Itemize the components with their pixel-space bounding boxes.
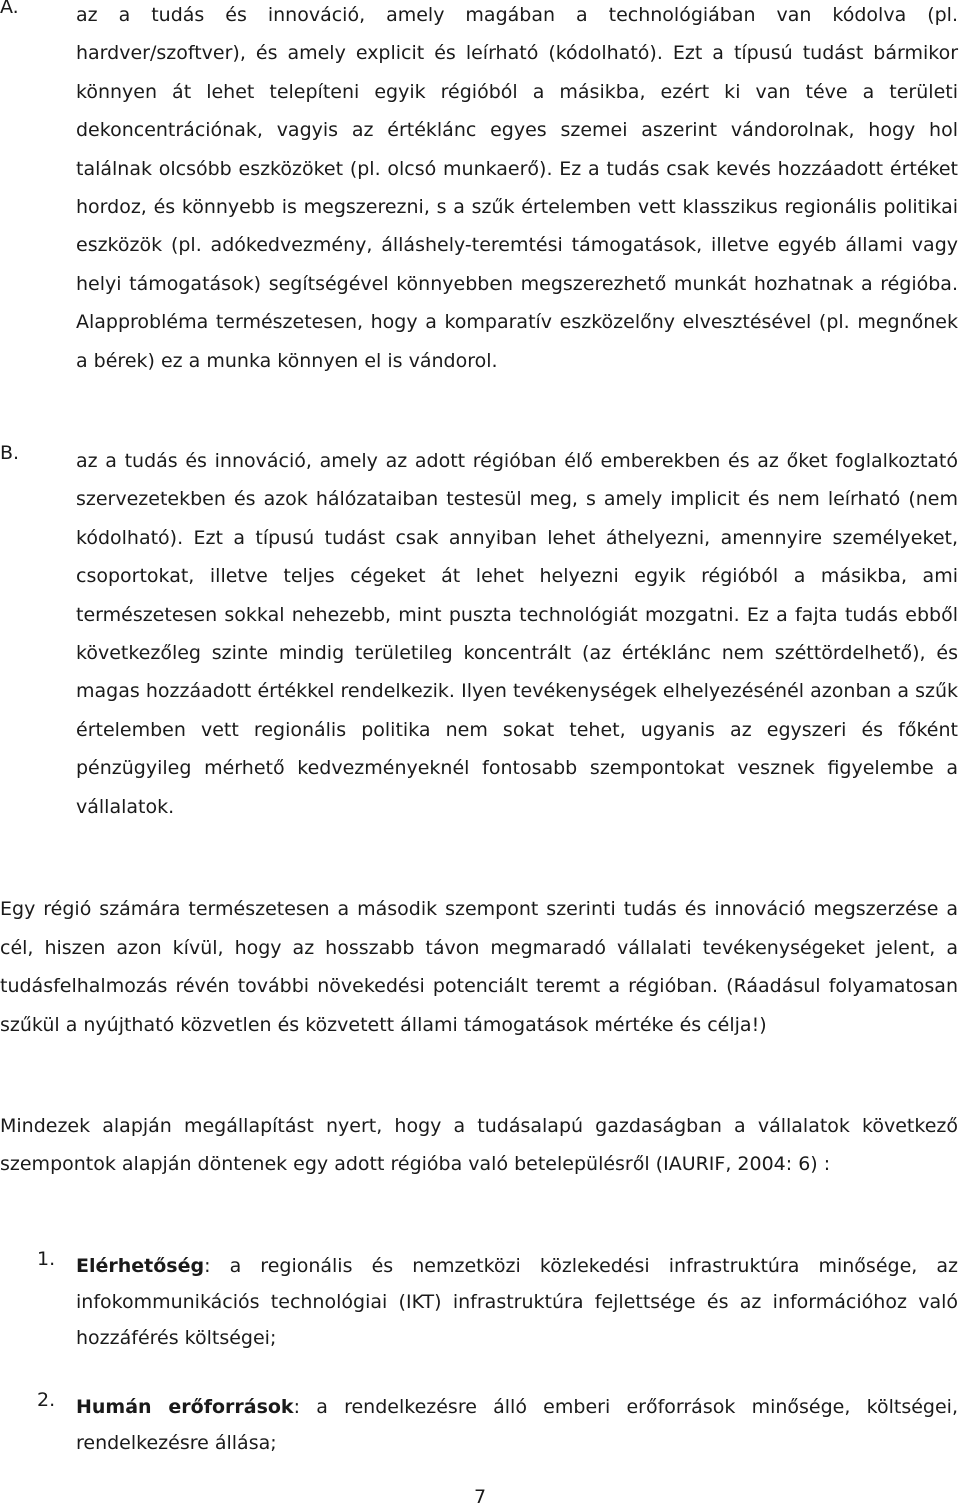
numbered-item-2: [0, 1389, 958, 1461]
list-item-text: az a tudás és innováció, amely az adott régióban élő emberekben és az őket foglalkoztató szervezetekben és azok hálózataiban testesül meg, s amely implicit és nem leírható (nem kódolható). Ezt a típusú tudást csak annyiban lehet áthelyezni, amennyire személyeket, csoportokat, illetve teljes cégeket át lehet helyezni egyik régióból a másikba, ami természetesen sokkal nehezebb, mint puszta technológiát mozgatni. Ez a fajta tudás ebből következőleg szinte mindig területileg koncentrált (az értéklánc nem széttördelhető), és magas hozzáadott értékkel rendelkezik. Ilyen tevékenységek elhelyezésénél azonban a szűk értelemben vett regionális politika nem sokat tehet, ugyanis az egyszeri és főként pénzügyileg mérhető kedvezményeknél fontosabb szempontokat vesznek figyelembe a vállalatok.: [76, 450, 958, 818]
list-item-b: [0, 442, 958, 826]
list-item-term: Elérhetőség: [76, 1255, 205, 1277]
list-item-text: [76, 1248, 958, 1356]
list-item-term: Humán erőforrások: [76, 1396, 294, 1418]
list-item-a: [0, 0, 958, 380]
list-label: B.: [0, 442, 20, 464]
list-item-rest: : a regionális és nemzetközi közlekedési infrastruktúra minősége, az infokommunikációs technológiai (IKT) infrastruktúra fejlettsége és az információhoz való hozzáférés költségei;: [76, 1255, 958, 1349]
list-item-text: [76, 1389, 958, 1461]
list-item-rest: : a rendelkezésre álló emberi erőforrások minősége, költségei, rendelkezésre állása;: [76, 1396, 958, 1454]
list-label: A.: [0, 0, 19, 18]
body-paragraph: Egy régió számára természetesen a második szempont szerinti tudás és innováció megszerzése a cél, hiszen azon kívül, hogy az hosszabb távon megmaradó vállalati tevékenységeket jelent, a tudásfelhalmozás révén további növekedési potenciált teremt a régióban. (Ráadásul folyamatosan szűkül a nyújtható közvetlen és közvetett állami támogatások mértéke és célja!): [0, 898, 958, 1036]
list-number: 1.: [37, 1248, 56, 1270]
numbered-item-1: [0, 1248, 958, 1356]
body-paragraph: Mindezek alapján megállapítást nyert, hogy a tudásalapú gazdaságban a vállalatok következő szempontok alapján döntenek egy adott régióba való betelepülésről (IAURIF, 2004: 6) :: [0, 1115, 958, 1176]
list-item-text: az a tudás és innováció, amely magában a technológiában van kódolva (pl. hardver/szoftver), és amely explicit és leírható (kódolható). Ezt a típusú tudást bármikor könnyen át lehet telepíteni egyik régióból a másikba, ezért ki van téve a területi dekoncentrációnak, vagyis az értéklánc egyes szemei aszerint vándorolnak, hogy hol találnak olcsóbb eszközöket (pl. olcsó munkaerő). Ez a tudás csak kevés hozzáadott értéket hordoz, és könnyebb is megszerezni, s a szűk értelemben vett klasszikus regionális politikai eszközök (pl. adókedvezmény, álláshely-teremtési támogatások, illetve egyéb állami vagy helyi támogatások) segítségével könnyebben megszerezhető munkát hozhatnak a régióba. Alapprobléma természetesen, hogy a komparatív eszközelőny elvesztésével (pl. megnőnek a bérek) ez a munka könnyen el is vándorol.: [76, 4, 958, 372]
page-number: 7: [473, 1486, 487, 1508]
list-number: 2.: [37, 1389, 56, 1411]
